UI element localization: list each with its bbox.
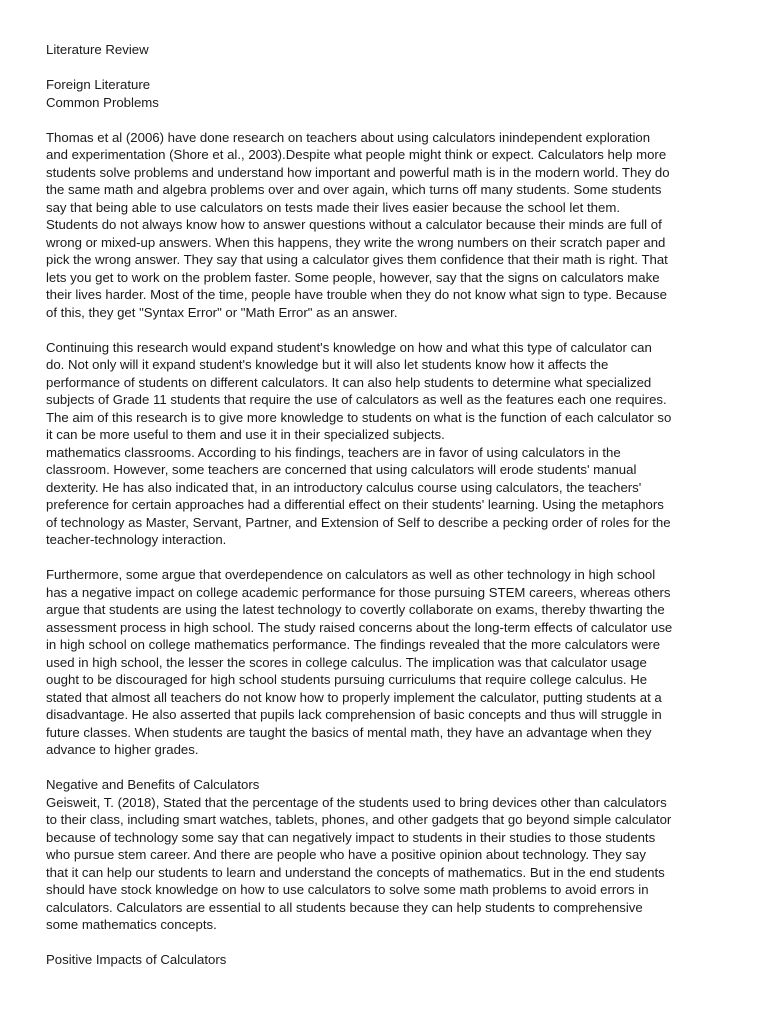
text-line: do. Not only will it expand student's knowledge but it will also let students know how it affects the [46, 357, 609, 372]
text-line: who pursue stem career. And there are people who have a positive opinion about technology. They say [46, 847, 646, 862]
text-line: lets you get to work on the problem faster. Some people, however, say that the signs on calculators make [46, 269, 660, 285]
text-line: future classes. When students are taught the basics of mental math, they have an advantage when they [46, 724, 652, 740]
section-heading-positive-impacts: Positive Impacts of Calculators [46, 952, 227, 967]
text-line: some mathematics concepts. [46, 917, 217, 932]
text-line: The aim of this research is to give more knowledge to students on what is the function of each calculator so [46, 409, 672, 425]
document-title: Literature Review [46, 42, 149, 57]
text-line: pick the wrong answer. They say that using a calculator gives them confidence that their math is right. That [46, 252, 668, 267]
text-line: assessment process in high school. The study raised concerns about the long-term effects of calculator use [46, 619, 673, 635]
text-line: dexterity. He has also indicated that, in an introductory calculus course using calculators, the teachers' [46, 479, 642, 495]
text-line: advance to higher grades. [46, 742, 199, 757]
text-line: say that being able to use calculators on tests made their lives easier because the school let them. [46, 199, 620, 215]
text-line: it can be more useful to them and use it in their specialized subjects. [46, 427, 445, 442]
text-line: teacher-technology interaction. [46, 532, 227, 547]
text-line: ought to be discouraged for high school students pursuing curriculums that require college calculus. He [46, 672, 648, 687]
text-line: Continuing this research would expand student's knowledge on how and what this type of calculator can [46, 339, 652, 355]
document-page [46, 41, 724, 969]
text-line: preference for certain approaches had a differential effect on their students' learning. Using the metaphors [46, 497, 664, 512]
text-line: because of technology some say that can negatively impact to students in their studies to those students [46, 829, 656, 845]
text-line: mathematics classrooms. According to his findings, teachers are in favor of using calculators in the [46, 444, 621, 460]
text-line: stated that almost all teachers do not know how to properly implement the calculator, putting students at a [46, 689, 662, 705]
text-line: calculators. Calculators are essential to all students because they can help students to comprehensive [46, 899, 643, 915]
text-line: students solve problems and understand how important and powerful math is in the modern world. They do [46, 164, 670, 180]
text-line: should have stock knowledge on how to use calculators to solve some math problems to avoid errors in [46, 882, 649, 897]
paragraph-4 [46, 794, 724, 934]
text-line: Geisweit, T. (2018), Stated that the percentage of the students used to bring devices other than calculators [46, 794, 667, 810]
spacer [46, 934, 724, 952]
text-line: their lives harder. Most of the time, people have trouble when they do not know what sign to type. Because [46, 287, 667, 302]
spacer [46, 549, 724, 567]
text-line: Thomas et al (2006) have done research on teachers about using calculators inindependent exploration [46, 129, 651, 145]
spacer [46, 59, 724, 77]
text-line: that it can help our students to learn and understand the concepts of mathematics. But in the end students [46, 864, 665, 880]
paragraph-1 [46, 129, 724, 322]
spacer [46, 111, 724, 129]
spacer [46, 321, 724, 339]
text-line: of technology as Master, Servant, Partner, and Extension of Self to describe a pecking order of roles for the [46, 514, 671, 530]
text-line: to their class, including smart watches, tablets, phones, and other gadgets that go beyond simple calculator [46, 812, 672, 827]
text-line: disadvantage. He also asserted that pupils lack comprehension of basic concepts and thus will struggle in [46, 707, 662, 722]
text-line: used in high school, the lesser the scores in college calculus. The implication was that calculator usage [46, 654, 647, 670]
text-line: argue that students are using the latest technology to covertly collaborate on exams, thereby thwarting the [46, 602, 665, 617]
text-line: the same math and algebra problems over and over again, which turns off many students. Some students [46, 182, 662, 197]
text-line: in high school on college mathematics performance. The findings revealed that the more calculators were [46, 637, 661, 652]
section-heading-negative-benefits: Negative and Benefits of Calculators [46, 777, 260, 792]
text-line: and experimentation (Shore et al., 2003).Despite what people might think or expect. Calculators help more [46, 147, 667, 162]
text-line: classroom. However, some teachers are concerned that using calculators will erode students' manual [46, 462, 637, 477]
text-line: has a negative impact on college academic performance for those pursuing STEM careers, whereas others [46, 584, 671, 600]
section-heading: Foreign Literature [46, 77, 151, 92]
subsection-heading: Common Problems [46, 94, 159, 110]
text-line: Students do not always know how to answer questions without a calculator because their minds are full of [46, 217, 662, 232]
text-line: subjects of Grade 11 students that require the use of calculators as well as the features each one requires. [46, 392, 667, 407]
text-line: Furthermore, some argue that overdependence on calculators as well as other technology in high school [46, 567, 656, 582]
text-line: of this, they get "Syntax Error" or "Math Error" as an answer. [46, 304, 398, 320]
text-line: performance of students on different calculators. It can also help students to determine what specialized [46, 374, 652, 390]
paragraph-2 [46, 339, 724, 549]
paragraph-3 [46, 566, 724, 759]
spacer [46, 759, 724, 777]
text-line: wrong or mixed-up answers. When this happens, they write the wrong numbers on their scratch paper and [46, 234, 666, 250]
